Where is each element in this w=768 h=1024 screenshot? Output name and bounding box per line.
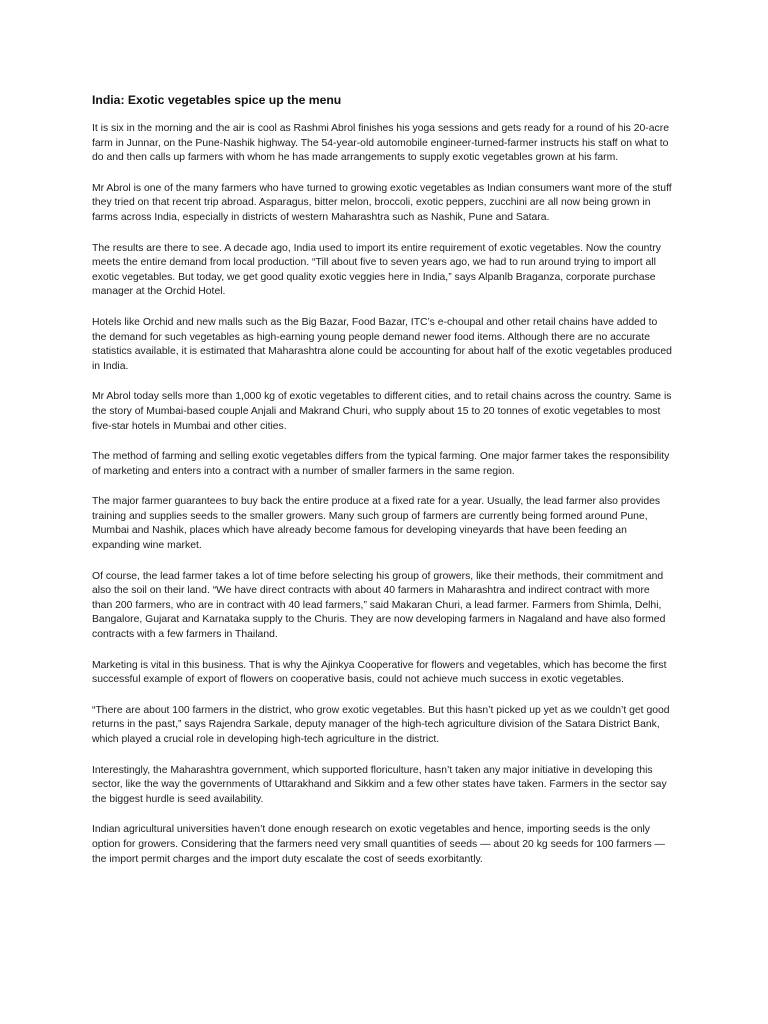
paragraph-8: Of course, the lead farmer takes a lot of time before selecting his group of growers, like their methods, their commitment and also the soil on their land. “We have direct contracts with about 40 farmers in Maharashtra and indirect contract with more than 200 farmers, who are in contract with 40 lead farmers,” said Makaran Churi, a lead farmer. Farmers from Shimla, Delhi, Bangalore, Gujarat and Karnataka supply to the Churis. They are now developing farmers in Nagaland and have also formed contracts with a few farmers in Thailand. — [92, 570, 666, 641]
paragraph-6: The method of farming and selling exotic vegetables differs from the typical farming. One major farmer takes the responsibility of marketing and enters into a contract with a number of smaller farmers in the same region. — [92, 451, 670, 477]
paragraph-9: Marketing is vital in this business. That is why the Ajinkya Cooperative for flowers and vegetables, which has become the first successful example of export of flowers on cooperative basis, could not achieve much success in exotic vegetables. — [92, 659, 667, 686]
paragraph-11: Interestingly, the Maharashtra government, which supported floriculture, hasn’t taken any major initiative in developing this sector, like the way the governments of Uttarakhand and Sikkim and a few other states have taken. Farmers in the sector say the biggest hurdle is seed availability. — [92, 764, 667, 805]
paragraph-4: Hotels like Orchid and new malls such as the Big Bazar, Food Bazar, ITC’s e-choupal and other retail chains have added to the demand for such vegetables as high-earning young people demand newer food items. Although there are no accurate statistics available, it is estimated that Maharashtra alone could be accounting for about half of the exotic vegetables produced in India. — [92, 316, 672, 372]
paragraph-1: It is six in the morning and the air is cool as Rashmi Abrol finishes his yoga sessions and gets ready for a round of his 20-acre farm in Junnar, on the Pune-Nashik highway. The 54-year-old automobile engineer-turned-farmer instructs his staff on what to do and then calls up farmers with whom he has made arrangements to supply exotic vegetables grown at his farm. — [92, 123, 669, 164]
paragraph-12: Indian agricultural universities haven’t done enough research on exotic vegetables and hence, importing seeds is the only option for growers. Considering that the farmers need very small quantities of seeds — about 20 kg seeds for 100 farmers — the import permit charges and the import duty escalate the cost of seeds exorbitantly. — [92, 824, 665, 865]
paragraph-2: Mr Abrol is one of the many farmers who have turned to growing exotic vegetables as Indian consumers want more of the stuff they tried on that recent trip abroad. Asparagus, bitter melon, broccoli, exotic peppers, zucchini are all now being grown in farms across India, especially in districts of western Maharashtra such as Nashik, Pune and Satara. — [92, 182, 672, 223]
paragraph-3: The results are there to see. A decade ago, India used to import its entire requirement of exotic vegetables. Now the country meets the entire demand from local production. “Till about five to seven years ago, we had to run around trying to import all exotic vegetables. But today, we get good quality exotic veggies here in India,” says Alpanlb Braganza, corporate purchase manager at the Orchid Hotel. — [92, 242, 661, 298]
paragraph-7: The major farmer guarantees to buy back the entire produce at a fixed rate for a year. Usually, the lead farmer also provides training and supplies seeds to the smaller growers. Many such group of farmers are currently being formed around Pune, Mumbai and Nashik, places which have already become famous for developing vineyards that have been feeding an expanding wine market. — [92, 496, 661, 552]
article-title: India: Exotic vegetables spice up the menu — [92, 93, 342, 107]
paragraph-10: “There are about 100 farmers in the district, who grow exotic vegetables. But this hasn’t picked up yet as we couldn’t get good returns in the past,” says Rajendra Sarkale, deputy manager of the high-tech agriculture division of the Satara District Bank, which played a crucial role in developing high-tech agriculture in the district. — [92, 704, 670, 745]
paragraph-5: Mr Abrol today sells more than 1,000 kg of exotic vegetables to different cities, and to retail chains across the country. Same is the story of Mumbai-based couple Anjali and Makrand Churi, who supply about 15 to 20 tonnes of exotic vegetables to most five-star hotels in Mumbai and other cities. — [92, 391, 672, 432]
article-body — [92, 92, 672, 883]
